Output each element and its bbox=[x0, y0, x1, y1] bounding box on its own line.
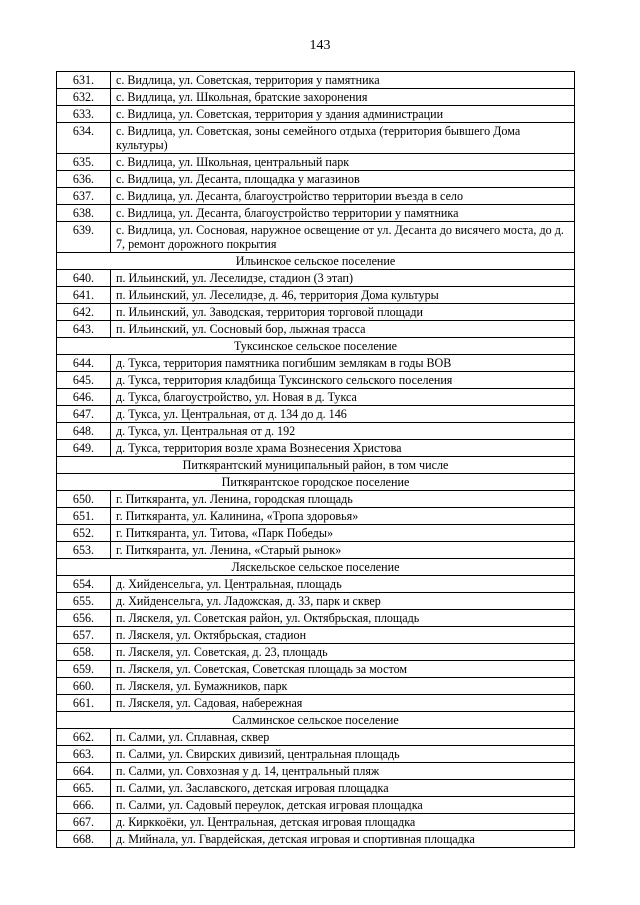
section-title: Салминское сельское поселение bbox=[57, 712, 575, 729]
section-header-row bbox=[57, 338, 575, 355]
row-location: г. Питкяранта, ул. Ленина, городская площадь bbox=[111, 491, 575, 508]
table-body bbox=[57, 72, 575, 848]
row-number: 657. bbox=[57, 627, 111, 644]
row-number: 631. bbox=[57, 72, 111, 89]
row-location: д. Тукса, ул. Центральная от д. 192 bbox=[111, 423, 575, 440]
section-header-row bbox=[57, 474, 575, 491]
row-number: 643. bbox=[57, 321, 111, 338]
table-row bbox=[57, 542, 575, 559]
table-row bbox=[57, 205, 575, 222]
row-location: д. Хийденсельга, ул. Центральная, площадь bbox=[111, 576, 575, 593]
row-number: 660. bbox=[57, 678, 111, 695]
row-number: 642. bbox=[57, 304, 111, 321]
row-location: д. Хийденсельга, ул. Ладожская, д. 33, парк и сквер bbox=[111, 593, 575, 610]
table-row bbox=[57, 154, 575, 171]
row-number: 636. bbox=[57, 171, 111, 188]
section-header-row bbox=[57, 712, 575, 729]
row-number: 645. bbox=[57, 372, 111, 389]
row-location: д. Мийнала, ул. Гвардейская, детская игровая и спортивная площадка bbox=[111, 831, 575, 848]
row-number: 640. bbox=[57, 270, 111, 287]
row-location: с. Видлица, ул. Десанта, площадка у магазинов bbox=[111, 171, 575, 188]
row-location: п. Ляскеля, ул. Садовая, набережная bbox=[111, 695, 575, 712]
table-row bbox=[57, 304, 575, 321]
row-number: 651. bbox=[57, 508, 111, 525]
row-location: п. Салми, ул. Сплавная, сквер bbox=[111, 729, 575, 746]
table-row bbox=[57, 831, 575, 848]
row-number: 665. bbox=[57, 780, 111, 797]
row-location: д. Кирккоёки, ул. Центральная, детская игровая площадка bbox=[111, 814, 575, 831]
table-row bbox=[57, 321, 575, 338]
row-location: д. Тукса, территория памятника погибшим землякам в годы ВОВ bbox=[111, 355, 575, 372]
row-location: п. Ляскеля, ул. Советская, д. 23, площадь bbox=[111, 644, 575, 661]
row-location: п. Ильинский, ул. Заводская, территория торговой площади bbox=[111, 304, 575, 321]
section-title: Ляскельское сельское поселение bbox=[57, 559, 575, 576]
table-row bbox=[57, 89, 575, 106]
row-number: 638. bbox=[57, 205, 111, 222]
row-location: с. Видлица, ул. Советская, территория у здания администрации bbox=[111, 106, 575, 123]
row-location: п. Ляскеля, ул. Октябрьская, стадион bbox=[111, 627, 575, 644]
row-number: 634. bbox=[57, 123, 111, 154]
row-number: 632. bbox=[57, 89, 111, 106]
row-location: д. Тукса, ул. Центральная, от д. 134 до д. 146 bbox=[111, 406, 575, 423]
table-row bbox=[57, 508, 575, 525]
row-location: п. Ляскеля, ул. Советская, Советская площадь за мостом bbox=[111, 661, 575, 678]
row-number: 639. bbox=[57, 222, 111, 253]
row-location: д. Тукса, территория кладбища Туксинского сельского поселения bbox=[111, 372, 575, 389]
table-row bbox=[57, 171, 575, 188]
row-number: 653. bbox=[57, 542, 111, 559]
table-row bbox=[57, 763, 575, 780]
row-location: п. Ильинский, ул. Сосновый бор, лыжная трасса bbox=[111, 321, 575, 338]
table-row bbox=[57, 188, 575, 205]
row-number: 662. bbox=[57, 729, 111, 746]
row-number: 654. bbox=[57, 576, 111, 593]
table-row bbox=[57, 729, 575, 746]
row-number: 652. bbox=[57, 525, 111, 542]
row-number: 647. bbox=[57, 406, 111, 423]
table-row bbox=[57, 576, 575, 593]
row-number: 646. bbox=[57, 389, 111, 406]
table-row bbox=[57, 440, 575, 457]
row-number: 633. bbox=[57, 106, 111, 123]
row-location: с. Видлица, ул. Десанта, благоустройство территории въезда в село bbox=[111, 188, 575, 205]
section-header-row bbox=[57, 253, 575, 270]
row-number: 635. bbox=[57, 154, 111, 171]
row-number: 649. bbox=[57, 440, 111, 457]
row-number: 667. bbox=[57, 814, 111, 831]
row-number: 655. bbox=[57, 593, 111, 610]
row-number: 644. bbox=[57, 355, 111, 372]
row-number: 637. bbox=[57, 188, 111, 205]
table-row bbox=[57, 627, 575, 644]
row-number: 666. bbox=[57, 797, 111, 814]
table-row bbox=[57, 372, 575, 389]
table-row bbox=[57, 644, 575, 661]
row-location: п. Ляскеля, ул. Бумажников, парк bbox=[111, 678, 575, 695]
section-title: Туксинское сельское поселение bbox=[57, 338, 575, 355]
table-row bbox=[57, 406, 575, 423]
locations-table bbox=[56, 71, 575, 848]
section-header-row bbox=[57, 457, 575, 474]
table-row bbox=[57, 814, 575, 831]
row-location: п. Салми, ул. Совхозная у д. 14, центральный пляж bbox=[111, 763, 575, 780]
section-title: Ильинское сельское поселение bbox=[57, 253, 575, 270]
row-location: п. Ильинский, ул. Леселидзе, стадион (3 этап) bbox=[111, 270, 575, 287]
row-location: с. Видлица, ул. Советская, зоны семейного отдыха (территория бывшего Дома культуры) bbox=[111, 123, 575, 154]
section-title: Питкярантское городское поселение bbox=[57, 474, 575, 491]
row-location: с. Видлица, ул. Советская, территория у памятника bbox=[111, 72, 575, 89]
row-location: с. Видлица, ул. Школьная, центральный парк bbox=[111, 154, 575, 171]
row-number: 668. bbox=[57, 831, 111, 848]
table-row bbox=[57, 270, 575, 287]
row-number: 661. bbox=[57, 695, 111, 712]
table-row bbox=[57, 72, 575, 89]
table-row bbox=[57, 661, 575, 678]
section-title: Питкярантский муниципальный район, в том числе bbox=[57, 457, 575, 474]
row-location: г. Питкяранта, ул. Титова, «Парк Победы» bbox=[111, 525, 575, 542]
table-row bbox=[57, 593, 575, 610]
table-row bbox=[57, 106, 575, 123]
row-number: 663. bbox=[57, 746, 111, 763]
row-location: д. Тукса, благоустройство, ул. Новая в д. Тукса bbox=[111, 389, 575, 406]
row-number: 650. bbox=[57, 491, 111, 508]
table-row bbox=[57, 610, 575, 627]
table-row bbox=[57, 491, 575, 508]
row-number: 648. bbox=[57, 423, 111, 440]
row-number: 641. bbox=[57, 287, 111, 304]
row-location: п. Салми, ул. Свирских дивизий, центральная площадь bbox=[111, 746, 575, 763]
table-row bbox=[57, 780, 575, 797]
row-location: п. Салми, ул. Заславского, детская игровая площадка bbox=[111, 780, 575, 797]
row-number: 658. bbox=[57, 644, 111, 661]
table-row bbox=[57, 797, 575, 814]
table-row bbox=[57, 423, 575, 440]
table-row bbox=[57, 746, 575, 763]
row-number: 656. bbox=[57, 610, 111, 627]
row-location: с. Видлица, ул. Десанта, благоустройство территории у памятника bbox=[111, 205, 575, 222]
row-location: г. Питкяранта, ул. Калинина, «Тропа здоровья» bbox=[111, 508, 575, 525]
section-header-row bbox=[57, 559, 575, 576]
row-number: 664. bbox=[57, 763, 111, 780]
row-number: 659. bbox=[57, 661, 111, 678]
table-row bbox=[57, 287, 575, 304]
table-row bbox=[57, 123, 575, 154]
page-number: 143 bbox=[309, 38, 331, 53]
table-row bbox=[57, 678, 575, 695]
row-location: п. Ильинский, ул. Леселидзе, д. 46, территория Дома культуры bbox=[111, 287, 575, 304]
table-row bbox=[57, 695, 575, 712]
table-row bbox=[57, 222, 575, 253]
table-row bbox=[57, 355, 575, 372]
table-row bbox=[57, 525, 575, 542]
row-location: п. Ляскеля, ул. Советская район, ул. Октябрьская, площадь bbox=[111, 610, 575, 627]
row-location: п. Салми, ул. Садовый переулок, детская игровая площадка bbox=[111, 797, 575, 814]
row-location: д. Тукса, территория возле храма Вознесения Христова bbox=[111, 440, 575, 457]
row-location: с. Видлица, ул. Школьная, братские захоронения bbox=[111, 89, 575, 106]
row-location: с. Видлица, ул. Сосновая, наружное освещение от ул. Десанта до висячего моста, до д. 7, ремонт дорожного покрытия bbox=[111, 222, 575, 253]
table-row bbox=[57, 389, 575, 406]
row-location: г. Питкяранта, ул. Ленина, «Старый рынок» bbox=[111, 542, 575, 559]
